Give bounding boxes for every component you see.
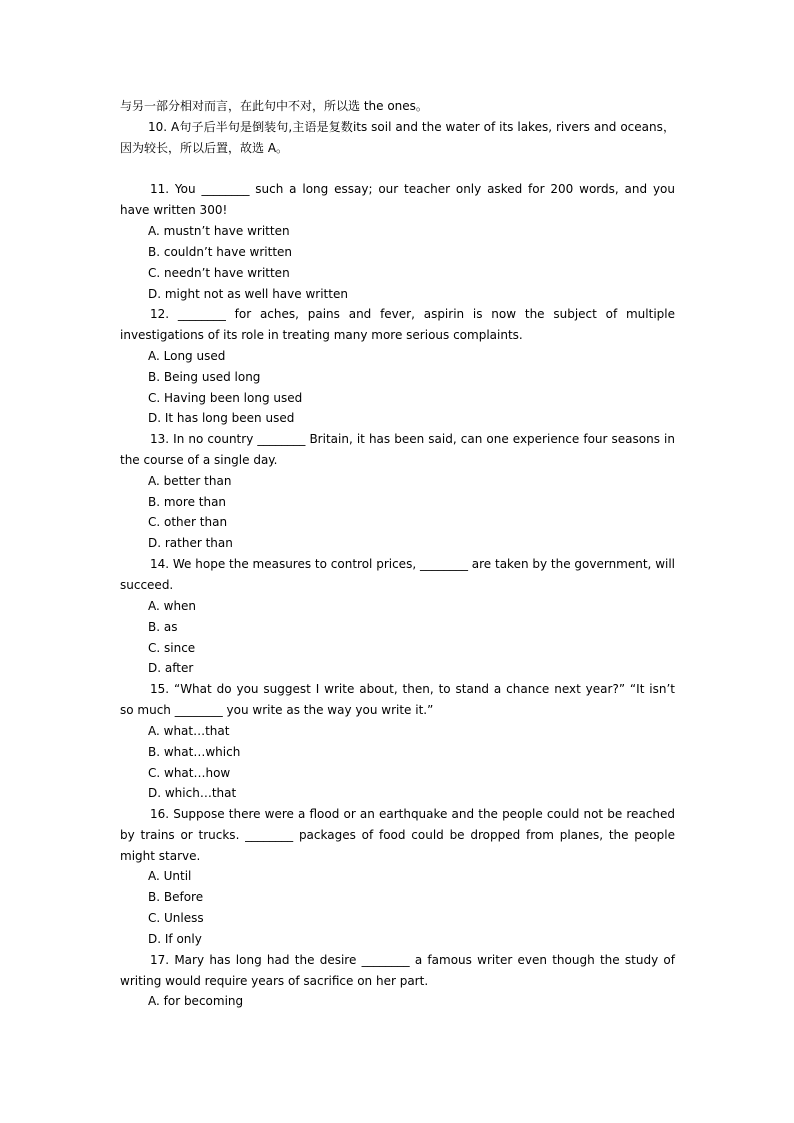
explanation-line: 与另一部分相对而言，在此句中不对，所以选 the ones。 (120, 99, 428, 113)
option-15-d: D. which…that (148, 786, 237, 800)
option-13-b: B. more than (148, 495, 227, 509)
option-11-b: B. couldn’t have written (148, 245, 293, 259)
option-14-b: B. as (148, 620, 178, 634)
explanation-item-10: 10. A句子后半句是倒装句,主语是复数its soil and the water of its lakes, rivers and oceans，因为较长，所以后置，故选 A。 (120, 120, 675, 155)
option-12-b: B. Being used long (148, 370, 261, 384)
question-stem-16: 16. Suppose there were a flood or an earthquake and the people could not be reached by trains or trucks. ________ packages of food could be dropped from planes, the people might starve. (120, 807, 675, 863)
question-stem-17: 17. Mary has long had the desire ________ a famous writer even though the study of writing would require years of sacrifice on her part. (120, 953, 675, 988)
option-16-a: A. Until (148, 869, 192, 883)
option-16-b: B. Before (148, 890, 204, 904)
question-stem-11: 11. You ________ such a long essay; our teacher only asked for 200 words, and you have written 300! (120, 182, 675, 217)
option-15-b: B. what…which (148, 745, 241, 759)
option-11-c: C. needn’t have written (148, 266, 290, 280)
option-13-d: D. rather than (148, 536, 233, 550)
option-16-d: D. If only (148, 932, 202, 946)
option-12-d: D. It has long been used (148, 411, 295, 425)
option-14-c: C. since (148, 641, 196, 655)
question-stem-14: 14. We hope the measures to control prices, ________ are taken by the government, will succeed. (120, 557, 676, 592)
question-stem-12: 12. ________ for aches, pains and fever, aspirin is now the subject of multiple investigations of its role in treating many more serious complaints. (120, 307, 675, 342)
option-12-a: A. Long used (148, 349, 226, 363)
option-13-a: A. better than (148, 474, 232, 488)
option-11-a: A. mustn’t have written (148, 224, 290, 238)
question-stem-13: 13. In no country ________ Britain, it has been said, can one experience four seasons in the course of a single day. (120, 432, 675, 467)
option-13-c: C. other than (148, 515, 228, 529)
option-15-a: A. what…that (148, 724, 230, 738)
option-15-c: C. what…how (148, 766, 231, 780)
option-14-d: D. after (148, 661, 194, 675)
option-12-c: C. Having been long used (148, 391, 303, 405)
question-stem-15: 15. “What do you suggest I write about, then, to stand a chance next year?” “It isn’t so much ________ you write as the way you write it.” (120, 682, 675, 717)
option-16-c: C. Unless (148, 911, 204, 925)
option-17-a: A. for becoming (148, 994, 244, 1008)
option-11-d: D. might not as well have written (148, 287, 348, 301)
option-14-a: A. when (148, 599, 197, 613)
